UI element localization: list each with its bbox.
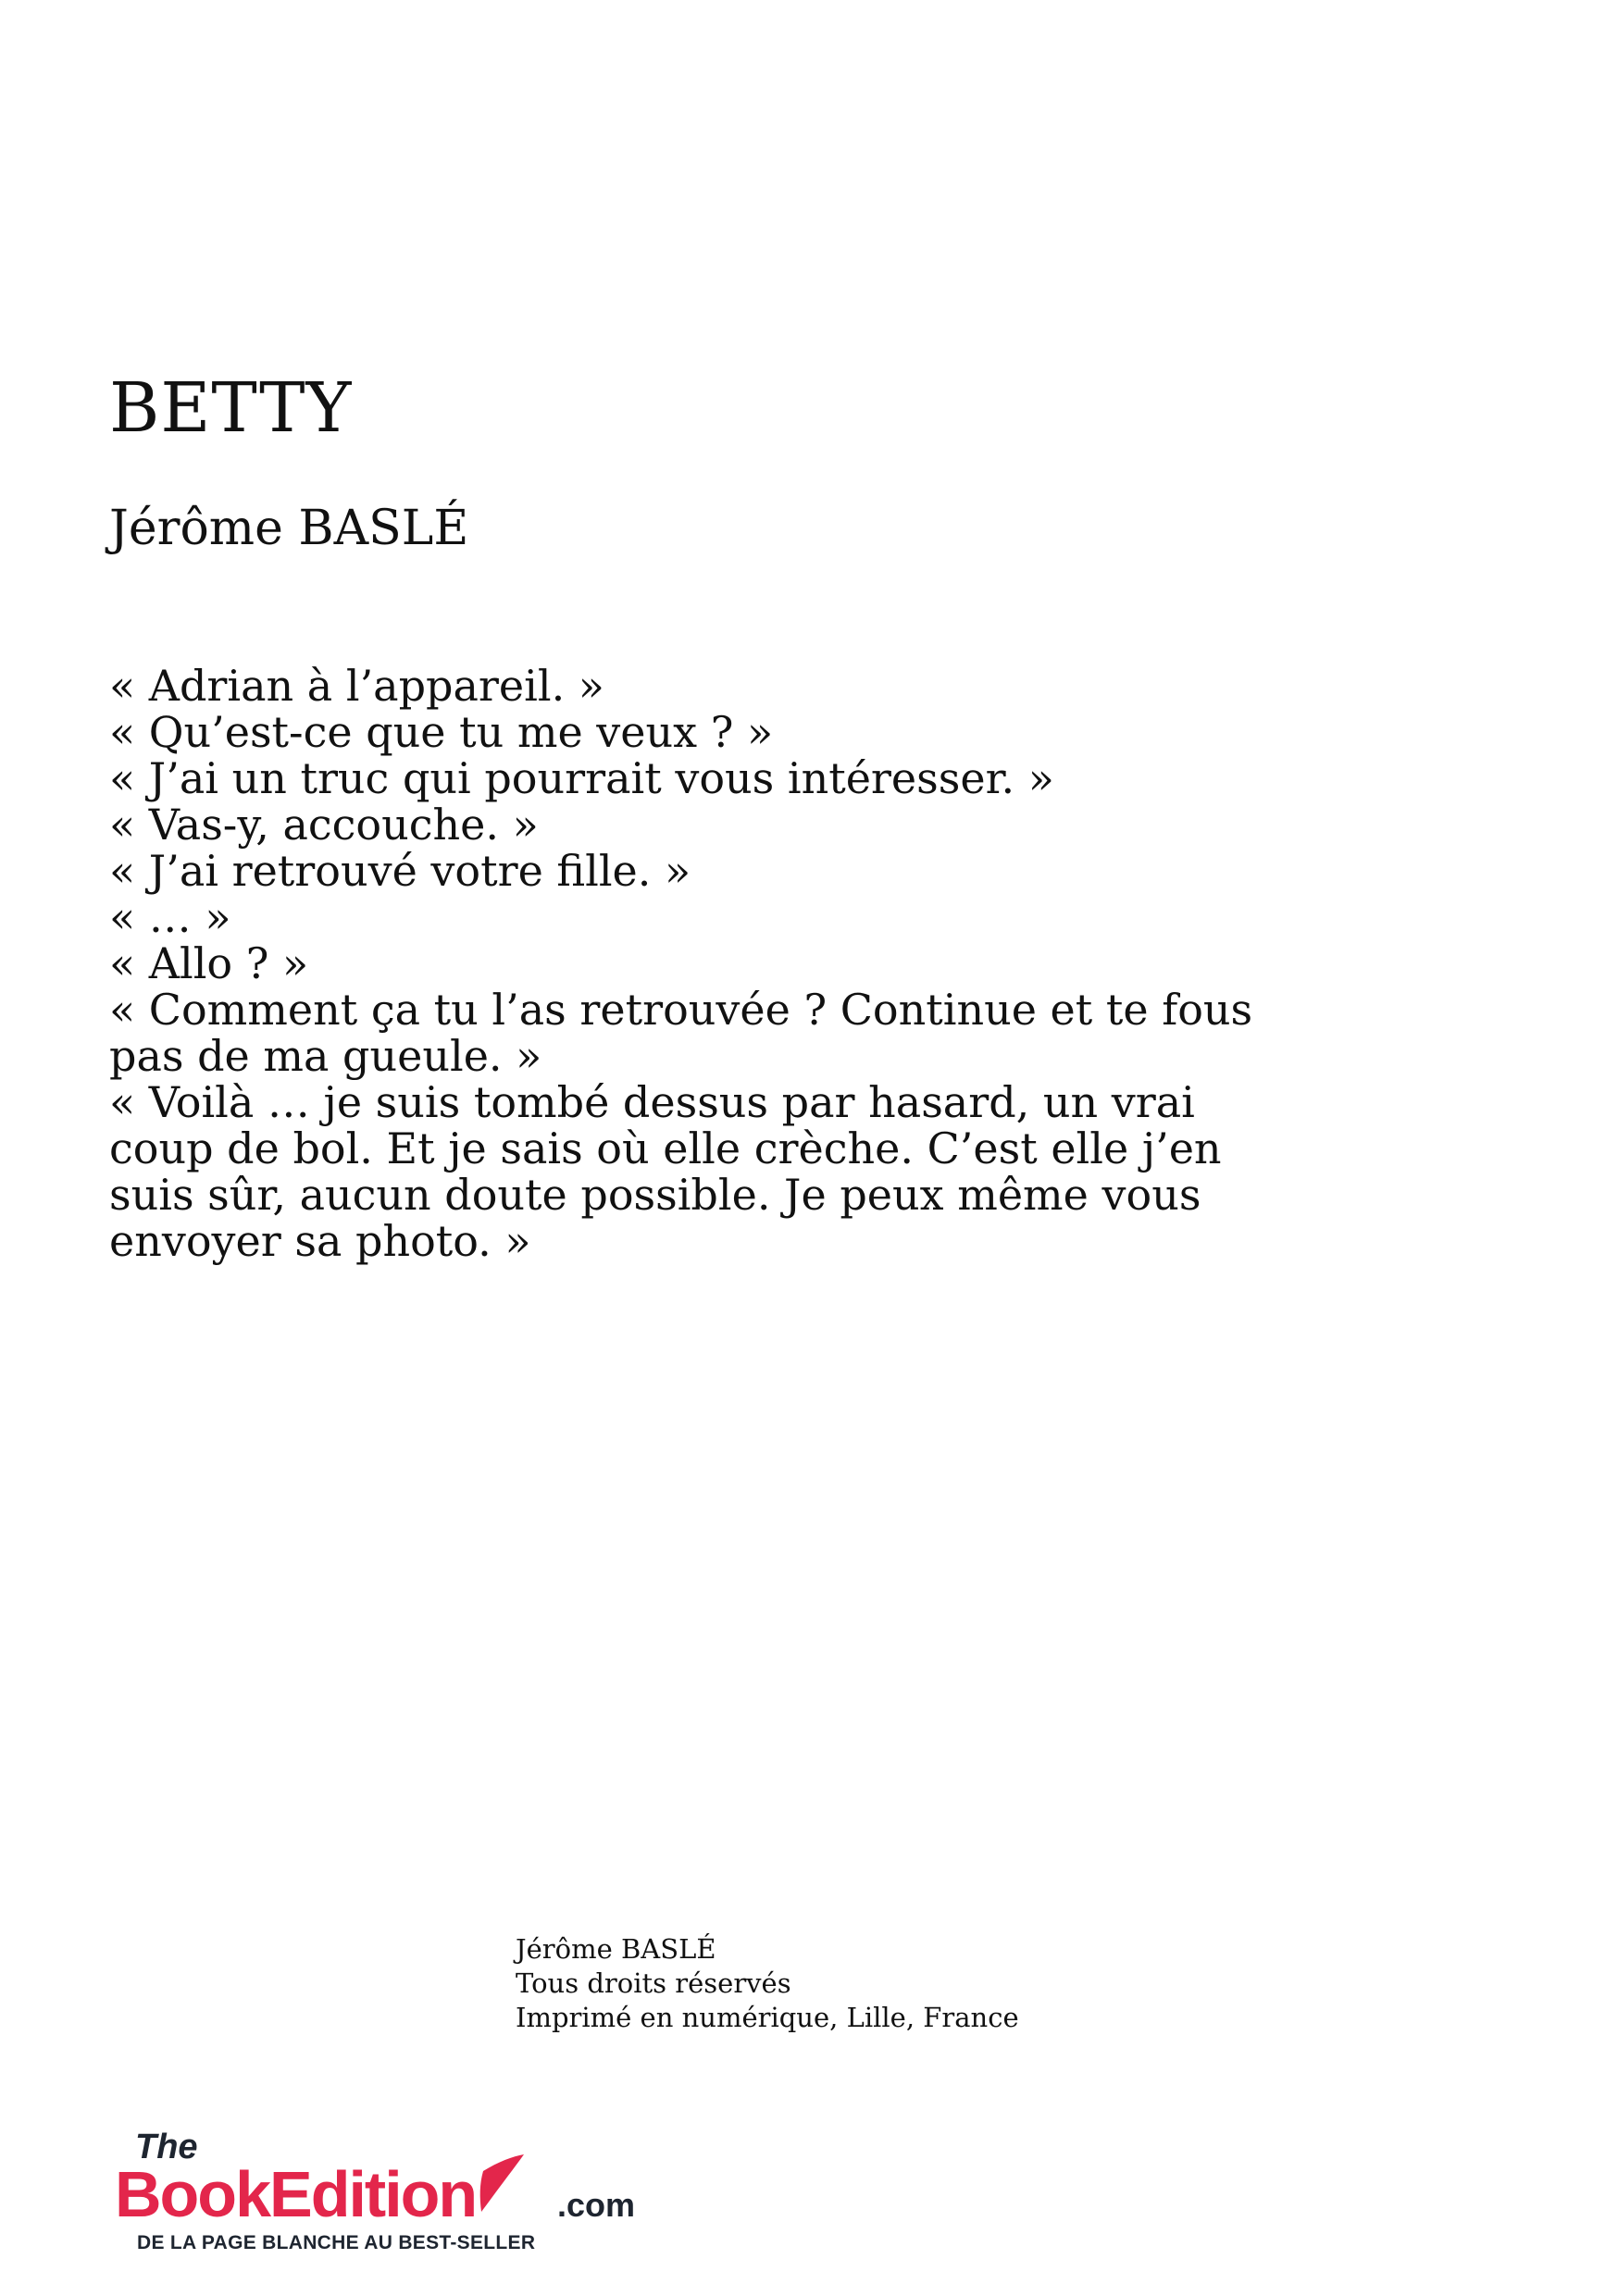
logo-brand-main: BookEditi [115,2158,401,2230]
logo-brand-o: o [400,2158,439,2230]
book-title: BETTY [109,368,353,448]
logo-suffix: .com [557,2186,636,2224]
imprint-block [516,1932,1019,2035]
dialogue-line: « J’ai un truc qui pourrait vous intéresser. » [109,753,1054,803]
logo-tagline: DE LA PAGE BLANCHE AU BEST-SELLER [137,2232,536,2253]
dialogue-line: « Allo ? » [109,938,309,988]
dialogue-line: « Qu’est-ce que tu me veux ? » [109,707,774,757]
imprint-rights: Tous droits réservés [516,1967,791,1999]
book-author: Jérôme BASLÉ [109,501,469,556]
dialogue-excerpt [109,663,1285,1264]
imprint-author: Jérôme BASLÉ [516,1933,716,1965]
dialogue-line: « … » [109,892,231,942]
dialogue-line: « Voilà … je suis tombé dessus par hasard, un vrai coup de bol. Et je sais où elle crèche. C’est elle j’en suis sûr, aucun doute possible. Je peux même vous envoyer sa photo. » [109,1077,1222,1266]
bookedition-logo [115,2119,670,2258]
imprint-printed: Imprimé en numérique, Lille, France [516,2002,1019,2033]
dialogue-line: « J’ai retrouvé votre fille. » [109,846,691,896]
dialogue-line: « Comment ça tu l’as retrouvée ? Continue et te fous pas de ma gueule. » [109,985,1253,1081]
logo-brand [115,2158,476,2230]
logo-brand-tail: n [438,2158,477,2230]
logo-the: The [135,2128,198,2166]
dialogue-line: « Vas-y, accouche. » [109,800,539,850]
feather-icon [480,2154,524,2212]
dialogue-line: « Adrian à l’appareil. » [109,661,604,711]
